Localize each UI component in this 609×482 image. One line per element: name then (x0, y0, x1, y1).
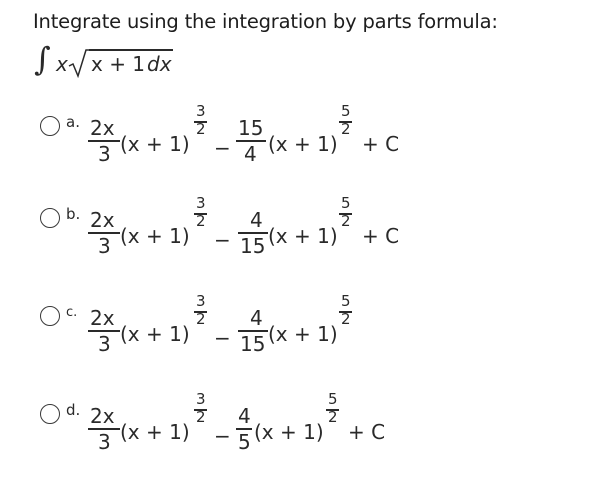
coef1-denominator: 3 (98, 430, 111, 454)
exp1-denominator: 2 (196, 212, 206, 230)
coef1-numerator: 2x (90, 306, 115, 330)
constant-term: + C (348, 420, 386, 444)
option-c[interactable] (40, 292, 400, 364)
radio-d[interactable] (40, 404, 60, 424)
coef2-numerator: 15 (238, 116, 264, 140)
base2: (x + 1) (254, 420, 324, 444)
base1: (x + 1) (120, 322, 190, 346)
exp2-denominator: 2 (341, 212, 351, 230)
option-b[interactable] (40, 194, 400, 266)
question-text: Integrate using the integration by parts formula: (33, 10, 498, 33)
exp2-numerator: 5 (328, 390, 338, 408)
exp1-denominator: 2 (196, 408, 206, 426)
exp1-denominator: 2 (196, 120, 206, 138)
coef2-denominator: 15 (240, 234, 266, 258)
exp2-denominator: 2 (341, 120, 351, 138)
minus-operator: − (214, 228, 231, 252)
base1: (x + 1) (120, 224, 190, 248)
minus-operator: − (214, 424, 231, 448)
radical-vinculum (89, 49, 173, 51)
radicand: x + 1 (91, 52, 146, 76)
base1: (x + 1) (120, 132, 190, 156)
coef1-denominator: 3 (98, 142, 111, 166)
coef1-numerator: 2x (90, 404, 115, 428)
constant-term: + C (362, 132, 400, 156)
coef2-denominator: 5 (238, 430, 251, 454)
coef1-numerator: 2x (90, 208, 115, 232)
exp1-denominator: 2 (196, 310, 206, 328)
exp1-numerator: 3 (196, 194, 206, 212)
coef1-numerator: 2x (90, 116, 115, 140)
exp2-numerator: 5 (341, 102, 351, 120)
coef1-denominator: 3 (98, 332, 111, 356)
radio-a[interactable] (40, 116, 60, 136)
exp1-numerator: 3 (196, 390, 206, 408)
minus-operator: − (214, 136, 231, 160)
coef2-numerator: 4 (250, 306, 263, 330)
option-letter: d. (66, 401, 81, 419)
differential: dx (147, 52, 172, 76)
base2: (x + 1) (268, 224, 338, 248)
coef2-denominator: 15 (240, 332, 266, 356)
exp1-numerator: 3 (196, 292, 206, 310)
radio-c[interactable] (40, 306, 60, 326)
integrand-x: x (56, 52, 68, 76)
coef2-denominator: 4 (244, 142, 257, 166)
exp2-numerator: 5 (341, 194, 351, 212)
square-root-icon (68, 48, 90, 78)
coef2-numerator: 4 (250, 208, 263, 232)
option-letter: a. (66, 113, 80, 131)
radio-b[interactable] (40, 208, 60, 228)
option-a[interactable] (40, 102, 400, 174)
constant-term: + C (362, 224, 400, 248)
integral-sign-icon: ∫ (34, 40, 51, 78)
base2: (x + 1) (268, 132, 338, 156)
exp2-denominator: 2 (341, 310, 351, 328)
exp2-numerator: 5 (341, 292, 351, 310)
minus-operator: − (214, 326, 231, 350)
exp2-denominator: 2 (328, 408, 338, 426)
option-d[interactable] (40, 390, 400, 462)
exp1-numerator: 3 (196, 102, 206, 120)
coef1-denominator: 3 (98, 234, 111, 258)
integral-expression (34, 40, 194, 82)
coef2-numerator: 4 (238, 404, 251, 428)
base1: (x + 1) (120, 420, 190, 444)
option-letter: c. (66, 305, 78, 320)
base2: (x + 1) (268, 322, 338, 346)
option-letter: b. (66, 205, 81, 223)
